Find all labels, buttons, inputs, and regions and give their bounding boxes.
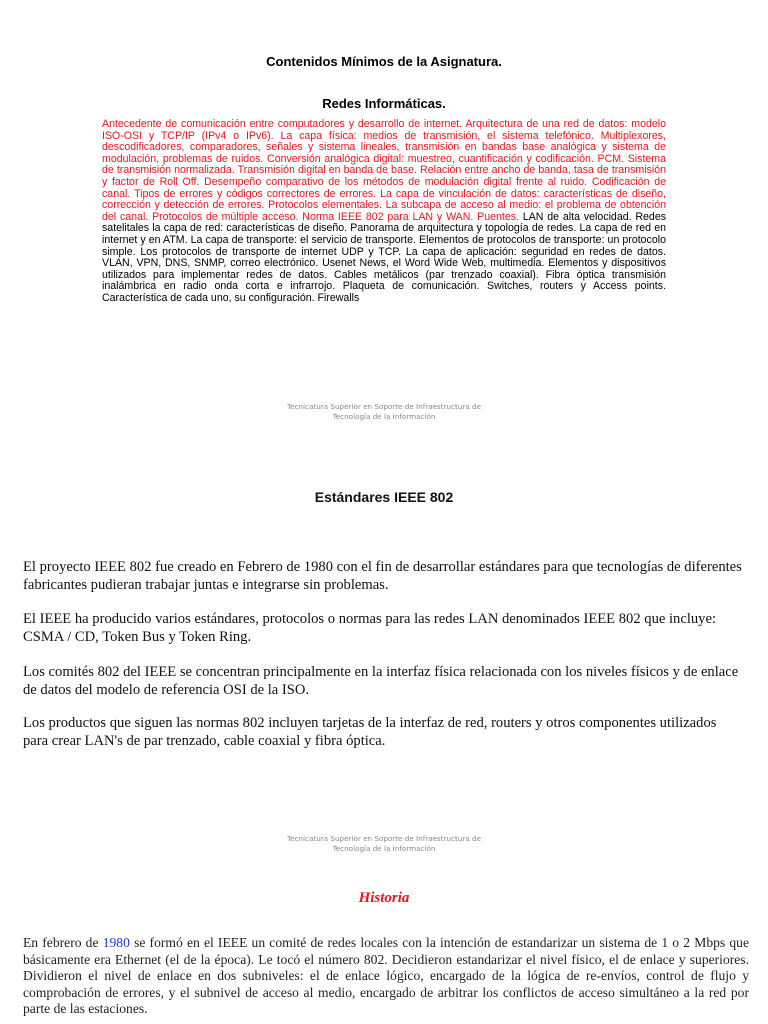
syllabus-text-red: Antecedente de comunicación entre computadores y desarrollo de internet. Arquitectura de una red de datos: modelo ISO-OSI y TCP/IP (IPv4 o IPv6). La capa física: medios de transmisión, el sistema telefónico. Multiplexores, descodificadores, comparadores, señales y sistema lineales, transmisión en bandas base analógica y sistema de modulación, problemas de ruidos. Conversión analógica digital: muestreo, cuantificación y codificación. PCM. Sistema de transmisión normalizada. Transmisión digital en banda de base. Relación entre ancho de banda, tasa de transmisión y factor de Roll Off. Desempeño comparativo de los métodos de modulación digital frente al ruido. Codificación de canal. Tipos de errores y códigos correctores de errores. La capa de vinculación de datos: características de diseño, corrección y detección de errores. Protocolos elementales. La subcapa de acceso al medio: el problema de obtención del canal. Protocolos de múltiple acceso. Norma IEEE 802 para LAN y WAN. Puentes. [102,118,666,223]
history-text-rest: se formó en el IEEE un comité de redes locales con la intención de estandarizar un sistema de 1 o 2 Mbps que básicamente era Ethernet (el de la época). Le tocó el número 802. Decidieron estandarizar el nivel físico, el de enlace y superiores. Dividieron el nivel de enlace en dos subniveles: el de enlace lógico, encargado de la lógica de re-envíos, control de flujo y comprobación de errores, y el subnivel de acceso al medio, encargado de arbitrar los conflictos de acceso simultáneo a la red por parte de las estaciones. [23,935,750,1016]
paragraph-2: El IEEE ha producido varios estándares, protocolos o normas para las redes LAN denominados IEEE 802 que incluye: CSMA / CD, Token Bus y Token Ring. [23,611,717,645]
history-paragraph [23,935,749,1018]
year-link[interactable]: 1980 [102,935,130,950]
section-title-ieee802: Estándares IEEE 802 [314,489,454,505]
syllabus-paragraph [102,119,666,305]
footer-line-1: Tecnicatura Superior en Soporte de Infraestructura de [286,834,482,843]
footer-line-2: Tecnología de la Información [332,412,436,421]
paragraph-1: El proyecto IEEE 802 fue creado en Febrero de 1980 con el fin de desarrollar estándares para que tecnologías de diferentes fabricantes pudieran trabajar juntas e integrarse sin problemas. [23,559,742,593]
page-title: Contenidos Mínimos de la Asignatura. [266,54,502,69]
subject-title: Redes Informáticas. [322,96,446,111]
section-title-historia: Historia [358,890,410,906]
footer-line-1: Tecnicatura Superior en Soporte de Infraestructura de [286,402,482,411]
paragraph-3: Los comités 802 del IEEE se concentran principalmente en la interfaz física relacionada con los niveles físicos y de enlace de datos del modelo de referencia OSI de la ISO. [23,664,739,698]
footer-line-2: Tecnología de la Información [332,844,436,853]
history-text-start: En febrero de [23,935,103,950]
page-footer [0,402,768,422]
paragraph-4: Los productos que siguen las normas 802 incluyen tarjetas de la interfaz de red, routers y otros componentes utilizados para crear LAN's de par trenzado, cable coaxial y fibra óptica. [23,715,717,749]
syllabus-text-black: LAN de alta velocidad. Redes satelitales la capa de red: características de diseño. Panorama de arquitectura y topología de redes. La capa de red en internet y en ATM. La capa de transporte: el servicio de transporte. Elementos de protocolos de transporte: un protocolo simple. Los protocolos de transporte de internet UDP y TCP. La capa de aplicación: seguridad en redes de datos. VLAN, VPN, DNS, SNMP, correo electrónico. Usenet News, el Word Wide Web, multimedia. Elementos y dispositivos utilizados para implementar redes de datos. Cables metálicos (par trenzado coaxial). Fibra óptica transmisión inalámbrica en radio onda corta e infrarrojo. Plaqueta de comunicación. Switches, routers y Access points. Característica de cada uno, su configuración. Firewalls [102,210,667,304]
page-footer-2 [0,834,768,854]
